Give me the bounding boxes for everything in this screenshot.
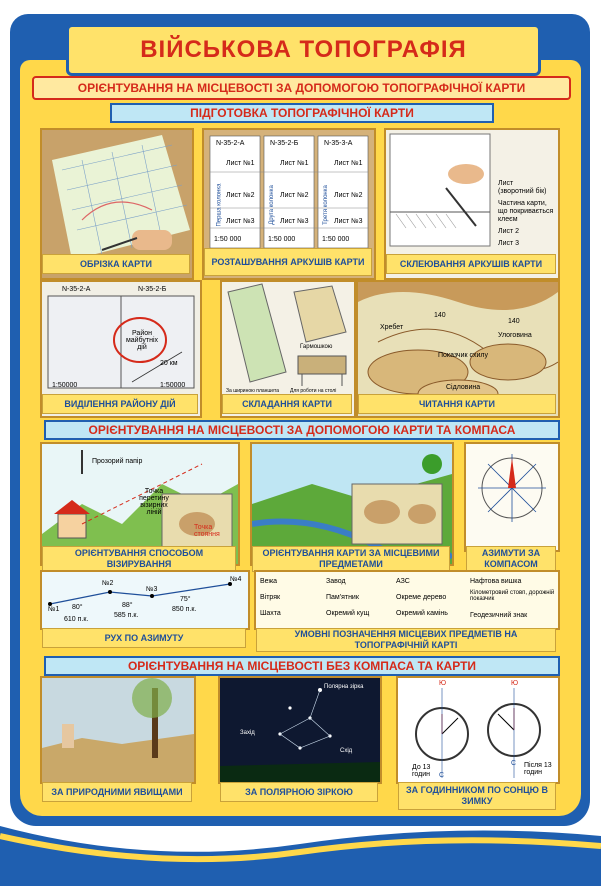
caption-folding: СКЛАДАННЯ КАРТИ [222,394,352,414]
sheet-row-2c: Лист №2 [334,192,363,199]
glue-label-2: Частина карти, [498,200,547,207]
sheet-col-2: Друга колонка [268,185,275,225]
sheet-scale-1: 1:50 000 [214,236,242,243]
glue-label-1: Лист [498,180,514,187]
caption-clock: ЗА ГОДИННИКОМ ПО СОНЦЮ В ЗИМКУ [398,782,556,810]
caption-polar: ЗА ПОЛЯРНОЮ ЗІРКОЮ [220,782,378,802]
route-step-1: 610 п.к. [64,616,89,623]
panel-legend [254,570,560,630]
page-title: ВІЙСЬКОВА ТОПОГРАФІЯ [66,24,541,76]
clock-n-2: Ю [511,680,519,687]
sheet-row-2a: Лист №2 [226,192,255,199]
main-banner: ОРІЄНТУВАННЯ НА МІСЦЕВОСТІ ЗА ДОПОМОГОЮ ТОПОГРАФІЧНОЇ КАРТИ [32,76,571,100]
route-angle-1: 80° [72,604,83,611]
route-angle-2: 88° [122,602,133,609]
legend-windmill: Вітряк [260,594,281,601]
sheet-code-1: N-35-2-А [216,140,245,147]
read-saddle: Сідловина [446,384,481,391]
read-height-2: 140 [508,318,520,325]
legend-mine: Шахта [260,610,281,617]
caption-legend: УМОВНІ ПОЗНАЧЕННЯ МІСЦЕВИХ ПРЕДМЕТІВ НА ТОПОГРАФІЧНІЙ КАРТІ [256,628,556,652]
legend-gas: АЗС [396,578,410,585]
caption-sighting: ОРІЄНТУВАННЯ СПОСОБОМ ВІЗИРУВАННЯ [42,546,236,572]
sheet-row-2b: Лист №2 [280,192,309,199]
clock-s-2: С [511,760,517,767]
legend-oil: Нафтова вишка [470,578,522,585]
fold-label-a: Гармошкою [300,344,333,350]
sheet-code-3: N-35-3-А [324,140,353,147]
read-ridge: Хребет [380,324,404,331]
legend-monument: Пам'ятник [326,594,359,601]
clock-s-1: С [439,772,445,779]
read-height-1: 140 [434,312,446,319]
sheet-row-1c: Лист №1 [334,160,363,167]
clock-after: Після 13 годин [524,762,552,776]
sheet-scale-2: 1:50 000 [268,236,296,243]
route-point-2: №2 [102,580,114,587]
caption-route: РУХ ПО АЗИМУТУ [42,628,246,648]
glue-label-1b: (зворотний бік) [498,188,547,195]
section1-header: ПІДГОТОВКА ТОПОГРАФІЧНОЇ КАРТИ [110,103,494,123]
legend-bush: Окремий кущ [326,610,370,617]
legend-stone: Окремий камінь [396,610,448,617]
route-step-2: 585 п.к. [114,612,139,619]
legend-tower: Вежа [260,578,278,585]
area-code-1: N-35-2-А [62,286,91,293]
area-code-2: N-35-2-Б [138,286,167,293]
panel-clock [396,676,560,784]
nature-illustration [42,678,194,782]
polar-star-label: Полярна зірка [324,684,364,690]
panel-nature [40,676,196,784]
panel-azimuth [464,442,560,552]
legend-factory: Завод [326,578,346,585]
route-point-1: №1 [48,606,60,613]
panel-route [40,570,250,630]
area-distance: 20 км [160,360,178,367]
sight-paper: Прозорий папір [92,458,143,465]
polar-label-a: Захід [240,730,255,736]
glue-label-5: Лист 2 [498,228,520,235]
legend-geodetic: Геодезичний знак [470,612,528,619]
sheet-col-3: Третя колонка [322,185,329,225]
area-scale-2: 1:50000 [160,382,186,389]
clock-before: До 13 годин [412,764,431,778]
glue-label-4: клеєм [498,216,518,223]
clock-n-1: Ю [439,680,447,687]
caption-objects: ОРІЄНТУВАННЯ КАРТИ ЗА МІСЦЕВИМИ ПРЕДМЕТАМИ [252,546,450,572]
fold-label-c: Для роботи на столі [290,388,337,394]
route-step-3: 850 п.к. [172,606,197,613]
caption-gluing: СКЛЕЮВАННЯ АРКУШІВ КАРТИ [386,254,556,274]
bottom-wave [0,826,601,886]
sight-intersect: Точка перетину візирних ліній [139,488,169,516]
sheet-row-1a: Лист №1 [226,160,255,167]
caption-cutting: ОБРІЗКА КАРТИ [42,254,190,274]
legend-milepost: Кілометровий стовп, дорожній показчик [470,590,555,602]
area-region: Район майбутніх дій [125,330,159,351]
route-point-3: №3 [146,586,158,593]
caption-azimuth: АЗИМУТИ ЗА КОМПАСОМ [466,546,556,572]
sheet-row-3b: Лист №3 [280,218,309,225]
section2-header: ОРІЄНТУВАННЯ НА МІСЦЕВОСТІ ЗА ДОПОМОГОЮ КАРТИ ТА КОМПАСА [44,420,560,440]
area-scale-1: 1:50000 [52,382,78,389]
route-angle-3: 75° [180,596,191,603]
caption-sheets: РОЗТАШУВАННЯ АРКУШІВ КАРТИ [204,248,372,276]
sheet-row-1b: Лист №1 [280,160,309,167]
caption-reading: ЧИТАННЯ КАРТИ [358,394,556,414]
sheet-code-2: N-35-2-Б [270,140,299,147]
sheet-row-3c: Лист №3 [334,218,363,225]
glue-label-6: Лист 3 [498,240,520,247]
sheet-col-1: Перша колонка [216,183,223,227]
read-hollow: Улоговина [498,332,532,339]
sheet-scale-3: 1:50 000 [322,236,350,243]
fold-label-b: За шириною планшета [226,388,280,394]
sight-stand: Точка стояння [194,524,220,538]
caption-nature: ЗА ПРИРОДНИМИ ЯВИЩАМИ [42,782,192,802]
sheet-row-3a: Лист №3 [226,218,255,225]
glue-label-3: що покривається [498,208,554,215]
azimuth-illustration [466,444,558,550]
legend-tree: Окреме дерево [396,594,447,601]
panel-polar [218,676,382,784]
route-point-4: №4 [230,576,242,583]
caption-area: ВИДІЛЕННЯ РАЙОНУ ДІЙ [42,394,198,414]
polar-label-b: Схід [340,748,353,754]
read-slope: Показчик схилу [438,352,488,359]
section3-header: ОРІЄНТУВАННЯ НА МІСЦЕВОСТІ БЕЗ КОМПАСА ТА КАРТИ [44,656,560,676]
